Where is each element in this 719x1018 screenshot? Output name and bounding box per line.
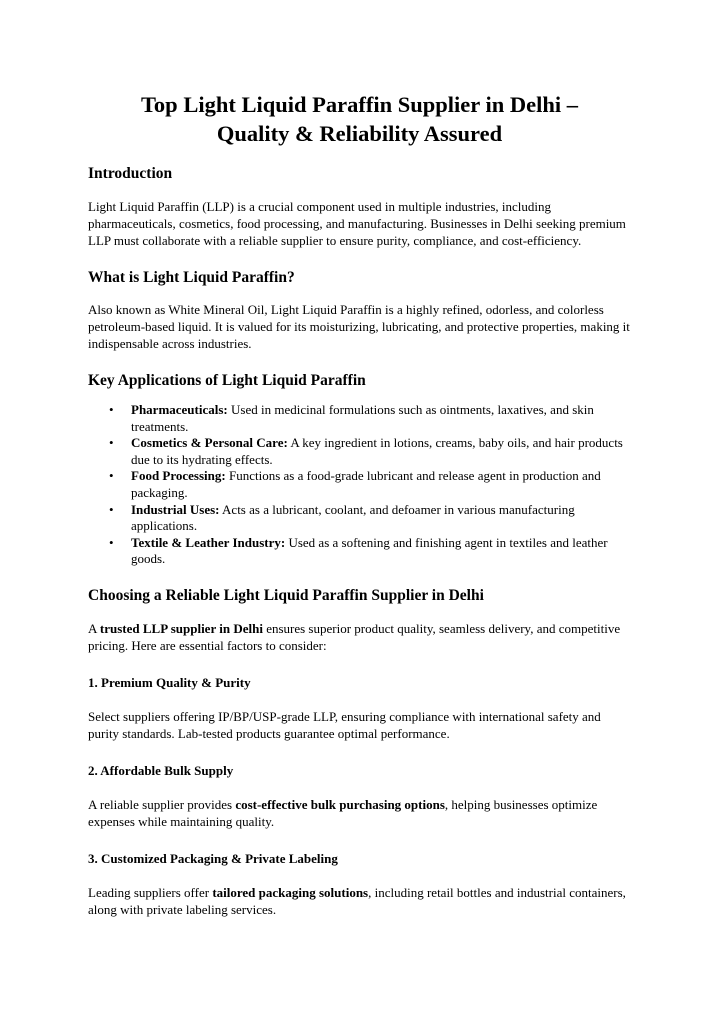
factor-3-paragraph	[88, 884, 631, 918]
page-title-line-2: Quality & Reliability Assured	[216, 121, 503, 146]
list-item-desc: Functions as a food-grade lubricant and release agent in production and packaging.	[131, 468, 601, 500]
list-item-term: Cosmetics & Personal Care:	[131, 435, 288, 451]
choosing-paragraph	[88, 620, 631, 654]
factor-3-text-pre: Leading suppliers offer	[88, 884, 213, 900]
list-item-term: Textile & Leather Industry:	[131, 534, 286, 550]
list-item-term: Food Processing:	[131, 468, 226, 484]
list-item	[88, 468, 631, 501]
factor-3-text-bold: tailored packaging solutions	[212, 884, 369, 900]
list-item-desc: Acts as a lubricant, coolant, and defoamer in various manufacturing applications.	[131, 501, 575, 534]
what-is-heading: What is Light Liquid Paraffin?	[88, 269, 295, 286]
list-item	[88, 535, 631, 568]
list-item	[88, 502, 631, 535]
page-title-line-1: Top Light Liquid Paraffin Supplier in Delhi –	[140, 92, 578, 117]
factor-2-text-post: , helping businesses optimize expenses while maintaining quality.	[88, 796, 598, 829]
list-item-desc: A key ingredient in lotions, creams, baby oils, and hair products due to its hydrating effects.	[131, 435, 623, 467]
factor-1-heading: 1. Premium Quality & Purity	[88, 674, 251, 690]
what-is-paragraph: Also known as White Mineral Oil, Light Liquid Paraffin is a highly refined, odorless, and colorless petroleum-based liquid. It is valued for its moisturizing, lubricating, and protective properties, making it indispensable across industries.	[88, 302, 630, 351]
factor-2-text-pre: A reliable supplier provides	[88, 796, 236, 812]
choosing-heading: Choosing a Reliable Light Liquid Paraffin Supplier in Delhi	[88, 586, 484, 604]
intro-paragraph: Light Liquid Paraffin (LLP) is a crucial component used in multiple industries, including pharmaceuticals, cosmetics, food processing, and manufacturing. Businesses in Delhi seeking premium LLP must collaborate with a reliable supplier to ensure purity, compliance, and cost-efficiency.	[88, 199, 626, 248]
applications-list	[88, 402, 631, 568]
list-item	[88, 435, 631, 468]
choosing-text-pre: A	[88, 620, 100, 636]
intro-heading: Introduction	[88, 165, 173, 182]
choosing-text-post: ensures superior product quality, seamless delivery, and competitive pricing. Here are essential factors to consider:	[88, 620, 621, 653]
factor-1-paragraph: Select suppliers offering IP/BP/USP-grade LLP, ensuring compliance with international safety and purity standards. Lab-tested products guarantee optimal performance.	[88, 708, 601, 741]
list-item-term: Industrial Uses:	[131, 501, 220, 517]
bullet-icon: •	[109, 402, 114, 417]
list-item-desc: Used as a softening and finishing agent in textiles and leather goods.	[131, 534, 608, 567]
bullet-icon: •	[109, 534, 114, 550]
bullet-icon: •	[109, 501, 114, 517]
page-title	[88, 90, 631, 148]
list-item-term: Pharmaceuticals:	[131, 402, 228, 417]
factor-2-paragraph	[88, 796, 631, 830]
factor-3-text-post: , including retail bottles and industrial containers, along with private labeling services.	[88, 884, 626, 917]
applications-heading: Key Applications of Light Liquid Paraffin	[88, 372, 366, 389]
factor-2-heading: 2. Affordable Bulk Supply	[88, 762, 234, 778]
bullet-icon: •	[109, 435, 114, 451]
factor-3-heading: 3. Customized Packaging & Private Labeling	[88, 850, 338, 866]
factor-2-text-bold: cost-effective bulk purchasing options	[235, 796, 445, 812]
choosing-text-bold: trusted LLP supplier in Delhi	[99, 620, 263, 636]
list-item	[88, 402, 631, 435]
list-item-desc: Used in medicinal formulations such as ointments, laxatives, and skin treatments.	[131, 402, 594, 434]
bullet-icon: •	[109, 468, 114, 484]
